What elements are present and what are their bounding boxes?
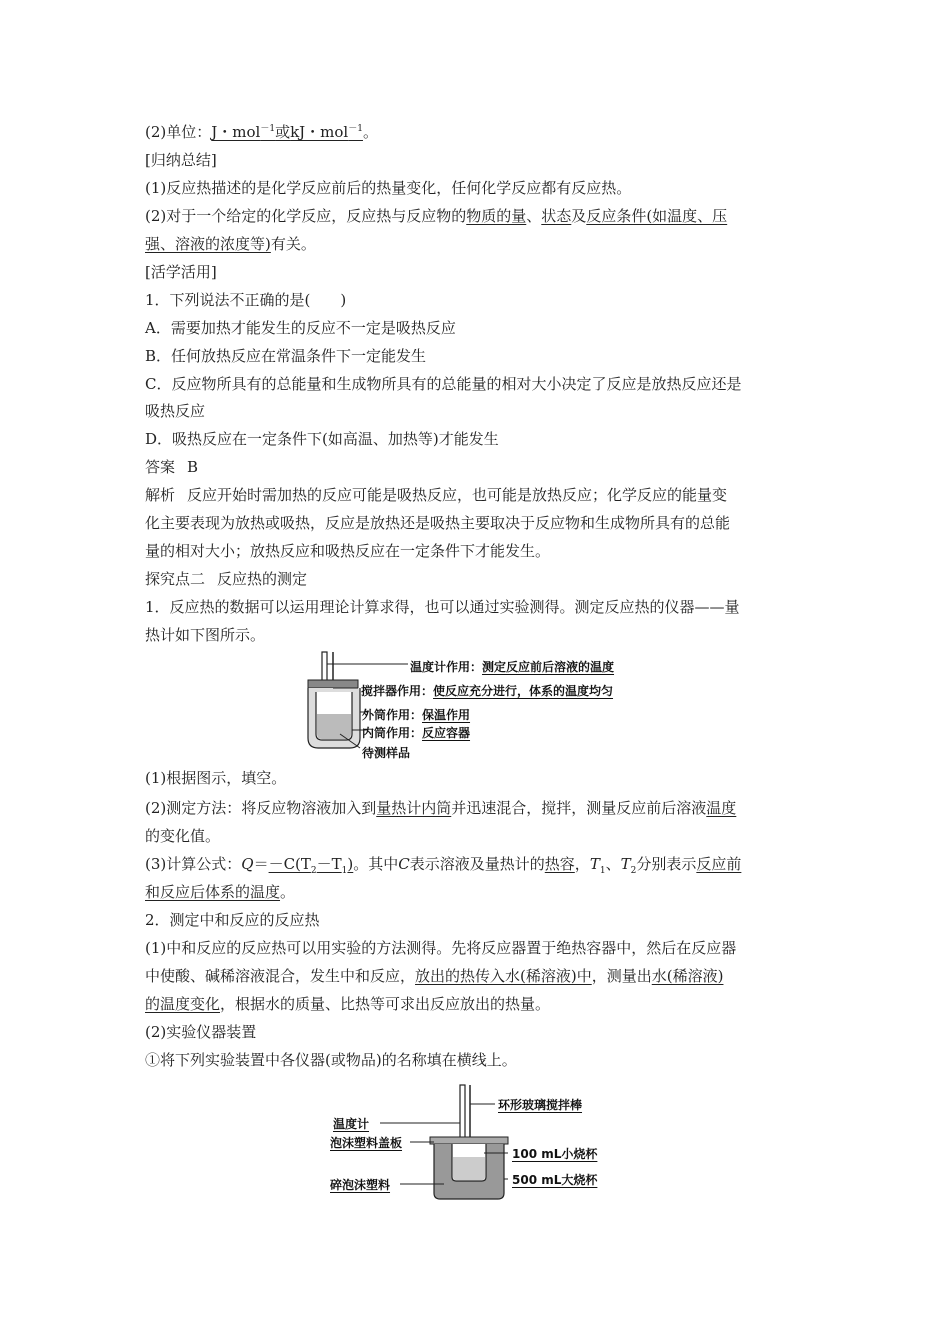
section-intro: 1．反应热的数据可以运用理论计算求得，也可以通过实验测得。测定反应热的仪器——量: [145, 598, 740, 616]
option-d: D．吸热反应在一定条件下(如高温、加热等)才能发生: [145, 430, 499, 448]
fig1-sample: 待测样品: [362, 746, 411, 760]
fig2-thermometer: 温度计: [333, 1117, 370, 1131]
section-title: 探究点二 反应热的测定: [145, 570, 308, 588]
fig2-small-beaker: 100 mL小烧杯: [512, 1147, 598, 1161]
fig2-lid-shape: [430, 1137, 508, 1144]
fig1-inner: 内筒作用：反应容器: [362, 726, 471, 740]
practice-heading: [活学活用]: [145, 263, 217, 281]
option-c-cont: 吸热反应: [145, 402, 206, 420]
section-intro-cont: 热计如下图所示。: [145, 626, 266, 644]
method-item-2-cont: 的变化值。: [145, 827, 221, 845]
fig2-foam: 碎泡沫塑料: [330, 1178, 391, 1192]
fig1-thermometer: 温度计作用：测定反应前后溶液的温度: [410, 660, 615, 674]
analysis-cont-1: 化主要表现为放热或吸热，反应是放热还是吸热主要取决于反应物和生成物所具有的总能: [145, 514, 731, 532]
practice-question: 1．下列说法不正确的是( ): [145, 291, 347, 309]
apparatus-heading: (2)实验仪器装置: [145, 1023, 257, 1041]
option-a: A．需要加热才能发生的反应不一定是吸热反应: [145, 319, 456, 337]
method-item-3-cont: 和反应后体系的温度。: [145, 883, 296, 901]
fig2-lid: 泡沫塑料盖板: [330, 1136, 403, 1150]
fig1-outer: 外筒作用：保温作用: [362, 708, 471, 722]
apparatus-instruction: ①将下列实验装置中各仪器(或物品)的名称填在横线上。: [145, 1051, 517, 1069]
summary-item-1: (1)反应热描述的是化学反应前后的热量变化，任何化学反应都有反应热。: [145, 179, 632, 197]
analysis: 解析 反应开始时需加热的反应可能是吸热反应，也可能是放热反应；化学反应的能量变: [145, 486, 728, 504]
fig2-stirrer: 环形玻璃搅拌棒: [498, 1098, 583, 1112]
analysis-cont-2: 量的相对大小；放热反应和吸热反应在一定条件下才能发生。: [145, 542, 551, 560]
fig2-large-beaker: 500 mL大烧杯: [512, 1173, 598, 1187]
summary-item-2: (2)对于一个给定的化学反应，反应热与反应物的物质的量、状态及反应条件(如温度、压: [145, 207, 728, 225]
summary-heading: [归纳总结]: [145, 151, 217, 169]
method-item-3: (3)计算公式：$Q=-C(T_2-T_1)$。其中C表示溶液及量热计的热容，$T_1$、$T_2$分别表示反应前: [145, 855, 742, 876]
method-item-2: (2)测定方法：将反应物溶液加入到量热计内筒并迅速混合，搅拌，测量反应前后溶液温度: [145, 799, 737, 817]
fig1-stirrer: 搅拌器作用：使反应充分进行，体系的温度均匀: [361, 684, 614, 698]
summary-item-2-cont: 强、溶液的浓度等)有关。: [145, 235, 316, 253]
lid-shape: [308, 680, 358, 688]
unit-line: (2)单位：J・mol$^{-1}$或kJ・mol$^{-1}$。: [145, 123, 378, 141]
answer: 答案 B: [145, 458, 199, 476]
neutralization-p1-cont: 中使酸、碱稀溶液混合，发生中和反应，放出的热传入水(稀溶液)中，测量出水(稀溶液): [145, 967, 724, 985]
option-b: B．任何放热反应在常温条件下一定能发生: [145, 347, 427, 365]
unit-answer: J・mol$^{-1}$或kJ・mol$^{-1}$: [211, 123, 363, 141]
neutralization-p1: (1)中和反应的反应热可以用实验的方法测得。先将反应器置于绝热容器中，然后在反应器: [145, 939, 737, 957]
neutralization-heading: 2．测定中和反应的反应热: [145, 911, 320, 929]
option-c: C．反应物所具有的总能量和生成物所具有的总能量的相对大小决定了反应是放热反应还是: [145, 375, 742, 393]
neutralization-p1-cont2: 的温度变化，根据水的质量、比热等可求出反应放出的热量。: [145, 995, 551, 1013]
method-item-1: (1)根据图示，填空。: [145, 769, 287, 787]
